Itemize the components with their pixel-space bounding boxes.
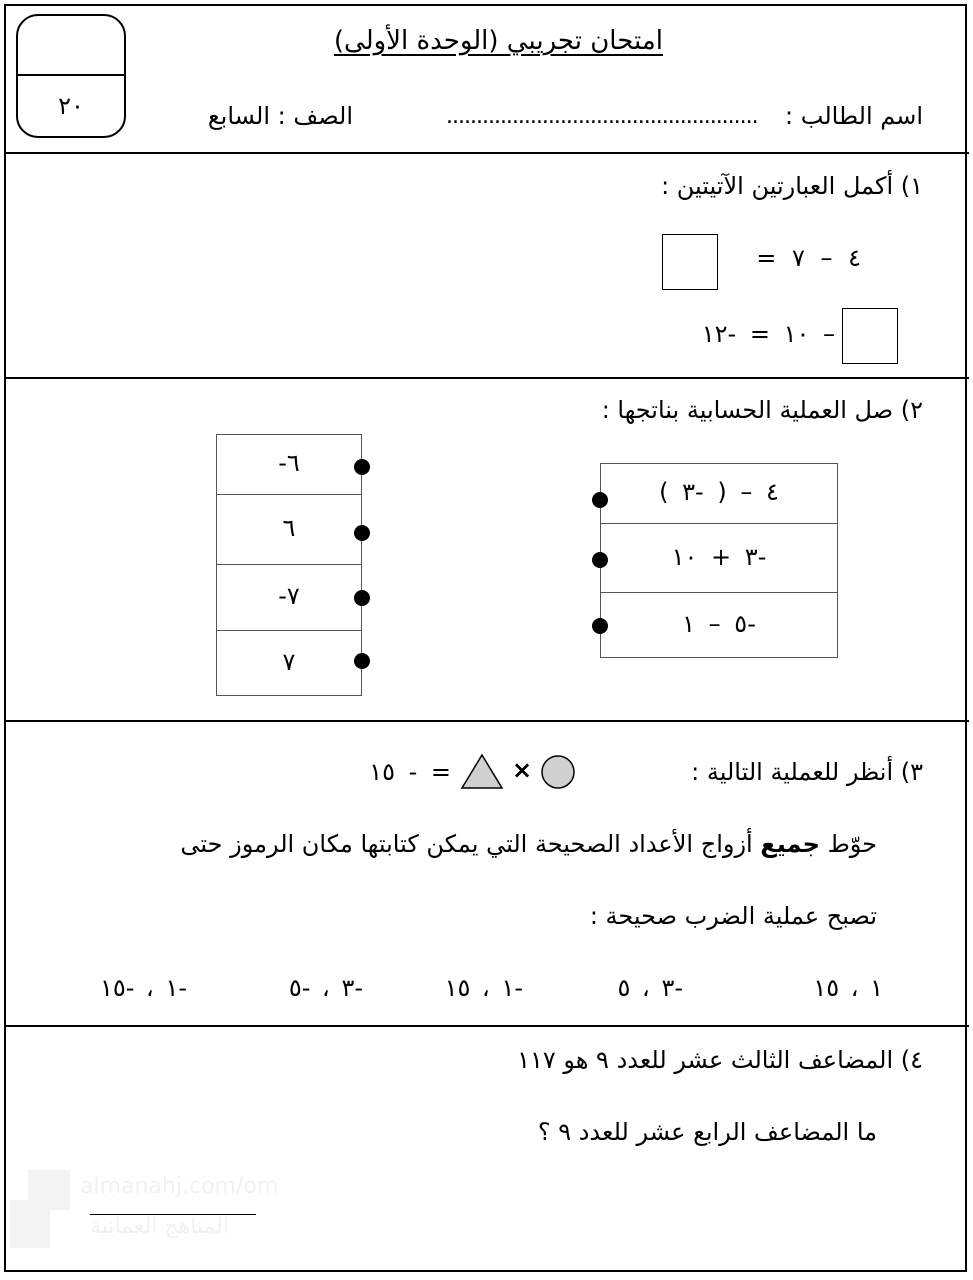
expression-cell: -٣ + ١٠ <box>600 523 838 593</box>
student-name-field[interactable]: .................................................... <box>446 104 758 129</box>
q1-equation-2: – ١٠ = -١٢ <box>701 320 835 348</box>
q3-instruction-bold: جميع <box>760 830 820 858</box>
result-cell: -٧ <box>216 564 362 631</box>
expression-dot[interactable] <box>592 618 608 634</box>
q3-prompt: ٣) أنظر للعملية التالية : <box>691 758 923 786</box>
q3-option[interactable]: -١ ، -١٥ <box>99 974 187 1002</box>
watermark-logo <box>10 1170 279 1250</box>
exam-title: امتحان تجريبي (الوحدة الأولى) <box>333 26 663 56</box>
result-cell: ٧ <box>216 630 362 696</box>
score-divider <box>18 74 124 76</box>
divider-4 <box>4 1025 969 1027</box>
q3-equation-result: = - ١٥ <box>369 758 451 786</box>
expression-dot[interactable] <box>592 552 608 568</box>
result-dot[interactable] <box>354 590 370 606</box>
divider-1 <box>4 152 969 154</box>
score-box <box>16 14 126 138</box>
watermark-name: المناهج العمانية <box>90 1214 230 1239</box>
student-name-label: اسم الطالب : <box>785 102 923 130</box>
result-dot[interactable] <box>354 653 370 669</box>
q1-answer-box-2[interactable] <box>842 308 898 364</box>
expression-dot[interactable] <box>592 492 608 508</box>
triangle-symbol-icon <box>460 752 504 790</box>
expression-cell: -٥ – ١ <box>600 592 838 658</box>
result-dot[interactable] <box>354 459 370 475</box>
q1-prompt: ١) أكمل العبارتين الآتيتين : <box>661 172 923 200</box>
q1-equation-1: ٤ – ٧ = <box>756 244 861 272</box>
q3-instruction-pre: حوّط <box>819 830 877 858</box>
q3-option[interactable]: -٣ ، -٥ <box>288 974 363 1002</box>
q3-option[interactable]: -٣ ، ٥ <box>617 974 683 1002</box>
result-cell: ٦ <box>216 494 362 565</box>
circle-symbol-icon <box>540 754 576 790</box>
score-value: ٢٠ <box>58 92 84 120</box>
times-sign: × <box>512 756 533 784</box>
q2-prompt: ٢) صل العملية الحسابية بناتجها : <box>601 396 923 424</box>
q4-line2: ما المضاعف الرابع عشر للعدد ٩ ؟ <box>537 1118 877 1146</box>
q4-line1: ٤) المضاعف الثالث عشر للعدد ٩ هو ١١٧ <box>517 1046 923 1074</box>
q3-instruction-post: أزواج الأعداد الصحيحة التي يمكن كتابتها مكان الرموز حتى <box>180 830 761 858</box>
q3-option[interactable]: ١ ، ١٥ <box>813 974 883 1002</box>
expression-cell: ٤ – ( -٣ ) <box>600 463 838 524</box>
q3-option[interactable]: -١ ، ١٥ <box>444 974 523 1002</box>
q3-instruction-line2: تصبح عملية الضرب صحيحة : <box>589 902 877 930</box>
divider-3 <box>4 720 969 722</box>
q3-instruction-line1 <box>180 830 877 858</box>
divider-2 <box>4 377 969 379</box>
q4-answer-line[interactable] <box>90 1214 256 1215</box>
q1-answer-box-1[interactable] <box>662 234 718 290</box>
grade-label: الصف : السابع <box>207 102 353 130</box>
watermark-url: almanahj.com/om <box>80 1174 279 1199</box>
result-cell: -٦ <box>216 434 362 495</box>
result-dot[interactable] <box>354 525 370 541</box>
